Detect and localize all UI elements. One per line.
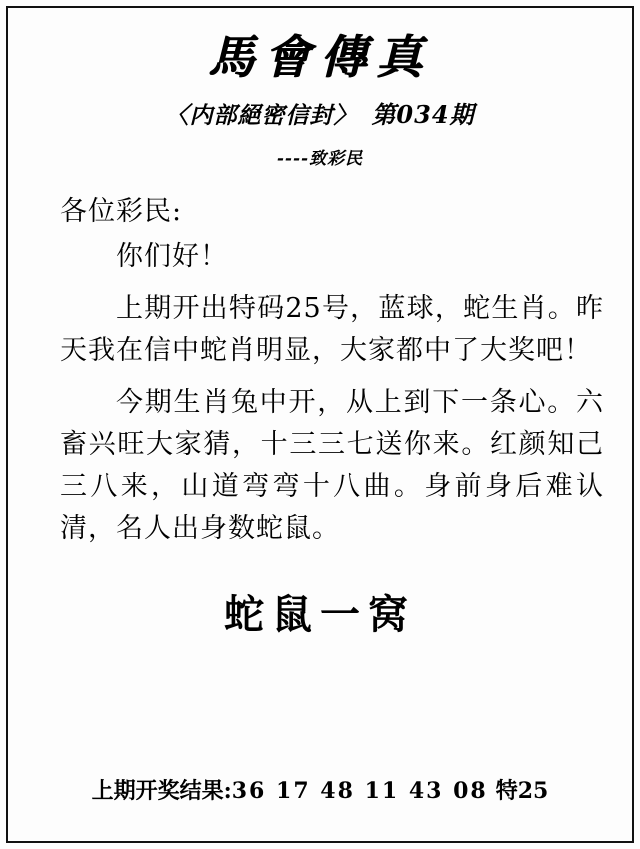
paragraph-1: 上期开出特码25号，蓝球，蛇生肖。昨天我在信中蛇肖明显，大家都中了大奖吧！ xyxy=(60,293,604,367)
result-label: 上期开奖结果: xyxy=(91,778,232,804)
dedication-line: ----致彩民 xyxy=(276,148,364,169)
subtitle-row xyxy=(22,95,618,130)
document-content xyxy=(22,18,618,831)
greeting-line: 各位彩民: xyxy=(60,195,183,227)
result-special-number: 特25 xyxy=(495,778,549,804)
headline-prediction: 蛇鼠一窝 xyxy=(224,591,416,639)
issue-number: 第034期 xyxy=(371,99,475,129)
subtitle-bracketed: 〈内部絕密信封〉 xyxy=(165,101,358,129)
letter-body xyxy=(22,191,618,550)
result-numbers: 36 17 48 11 43 08 xyxy=(231,778,488,804)
greeting-secondary: 你们好！ xyxy=(116,241,228,273)
page-title: 馬會傳真 xyxy=(208,30,432,84)
previous-result-line xyxy=(22,774,618,805)
paragraph-2: 今期生肖兔中开，从上到下一条心。六畜兴旺大家猜，十三三七送你来。红颜知己三八来，山道弯弯十八曲。身前身后难认清，名人出身数蛇鼠。 xyxy=(60,386,604,544)
